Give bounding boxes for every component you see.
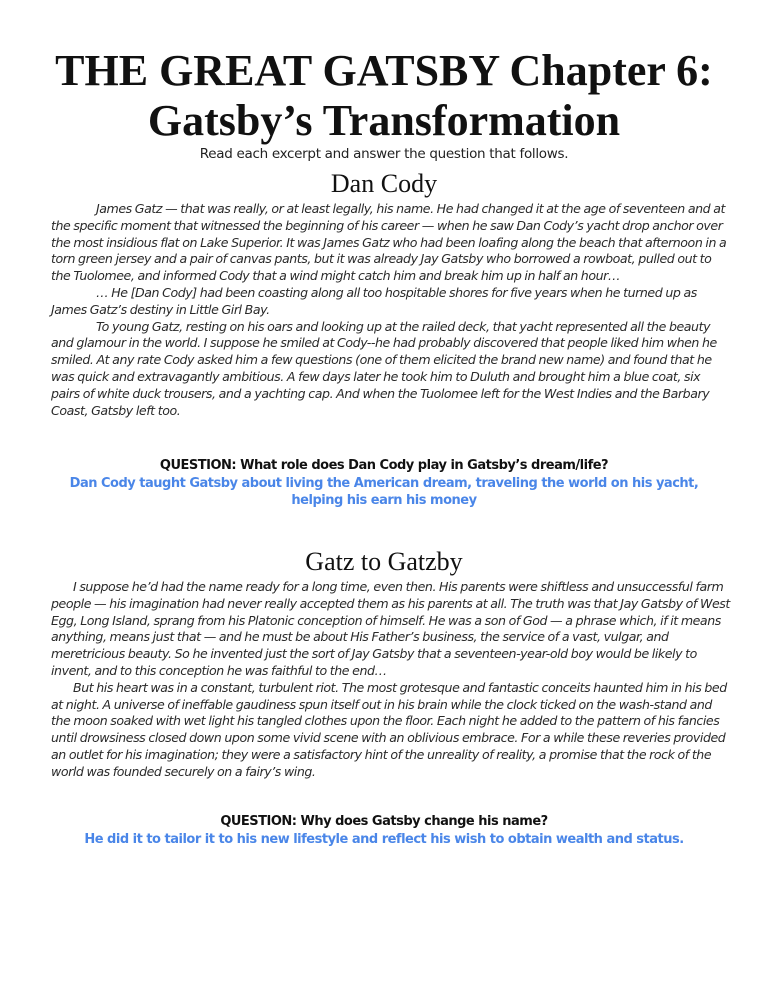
page-title-line-2: Gatsby’s Transformation <box>147 96 621 145</box>
excerpt-paragraph: … He [Dan Cody] had been coasting along all too hospitable shores for five years when he turned up as James Gatz’s destiny in Little Girl Bay. <box>51 284 697 317</box>
excerpt-paragraph: But his heart was in a constant, turbulent riot. The most grotesque and fantastic conceits haunted him in his bed at night. A universe of ineffable gaudiness spun itself out in his brain while the clock ticked on the wash-stand and the moon soaked with wet light his tangled clothes upon the floor. Each night he added to the pattern of his fancies until drowsiness closed down upon some vivid scene with an oblivious embrace. For a while these reveries provided an outlet for his imagination; they were a satisfactory hint of the unreality of reality, a promise that the rock of the world was founded securely on a fairy’s wing. <box>51 679 727 779</box>
excerpt-paragraph: To young Gatz, resting on his oars and looking up at the railed deck, that yacht represented all the beauty and glamour in the world. I suppose he smiled at Cody--he had probably discovered that people liked him when he smiled. At any rate Cody asked him a few questions (one of them elicited the brand new name) and found that he was quick and extravagantly ambitious. A few days later he took him to Duluth and brought him a blue coat, six pairs of white duck trousers, and a yachting cap. And when the Tuolomee left for the West Indies and the Barbary Coast, Gatsby left too. <box>51 318 717 418</box>
instructions: Read each excerpt and answer the question that follows. <box>199 146 569 162</box>
excerpt-paragraph: James Gatz — that was really, or at least legally, his name. He had changed it at the age of seventeen and at the specific moment that witnessed the beginning of his career — when he saw Dan Cody’s yacht drop anchor over the most insidious flat on Lake Superior. It was James Gatz who had been loafing along the beach that afternoon in a torn green jersey and a pair of canvas pants, but it was already Jay Gatsby who borrowed a rowboat, pulled out to the Tuolomee, and informed Cody that a wind might catch him and break him up in half an hour… <box>51 201 727 284</box>
section-heading-dan-cody: Dan Cody <box>330 169 438 198</box>
answer-dan-cody: Dan Cody taught Gatsby about living the American dream, traveling the world on his yacht, helping his earn his money <box>69 476 699 508</box>
section-heading-gatz-to-gatzby: Gatz to Gatzby <box>305 547 463 576</box>
excerpt-paragraph: I suppose he’d had the name ready for a long time, even then. His parents were shiftless and unsuccessful farm people — his imagination had never really accepted them as his parents at all. The truth was that Jay Gatsby of West Egg, Long Island, sprang from his Platonic conception of himself. He was a son of God — a phrase which, if it means anything, means just that — and he must be about His Father’s business, the service of a vast, vulgar, and meretricious beauty. So he invented just the sort of Jay Gatsby that a seventeen-year-old boy would be likely to invent, and to this conception he was faithful to the end… <box>51 579 730 678</box>
excerpt-gatz-to-gatzby <box>51 579 731 781</box>
answer-gatz-to-gatzby: He did it to tailor it to his new lifestyle and reflect his wish to obtain wealth and status. <box>84 832 684 847</box>
question-dan-cody: QUESTION: What role does Dan Cody play in Gatsby’s dream/life? <box>159 458 609 473</box>
page-title-line-1: THE GREAT GATSBY Chapter 6: <box>55 46 713 95</box>
excerpt-dan-cody <box>51 201 731 419</box>
question-gatz-to-gatzby: QUESTION: Why does Gatsby change his name? <box>220 814 548 829</box>
